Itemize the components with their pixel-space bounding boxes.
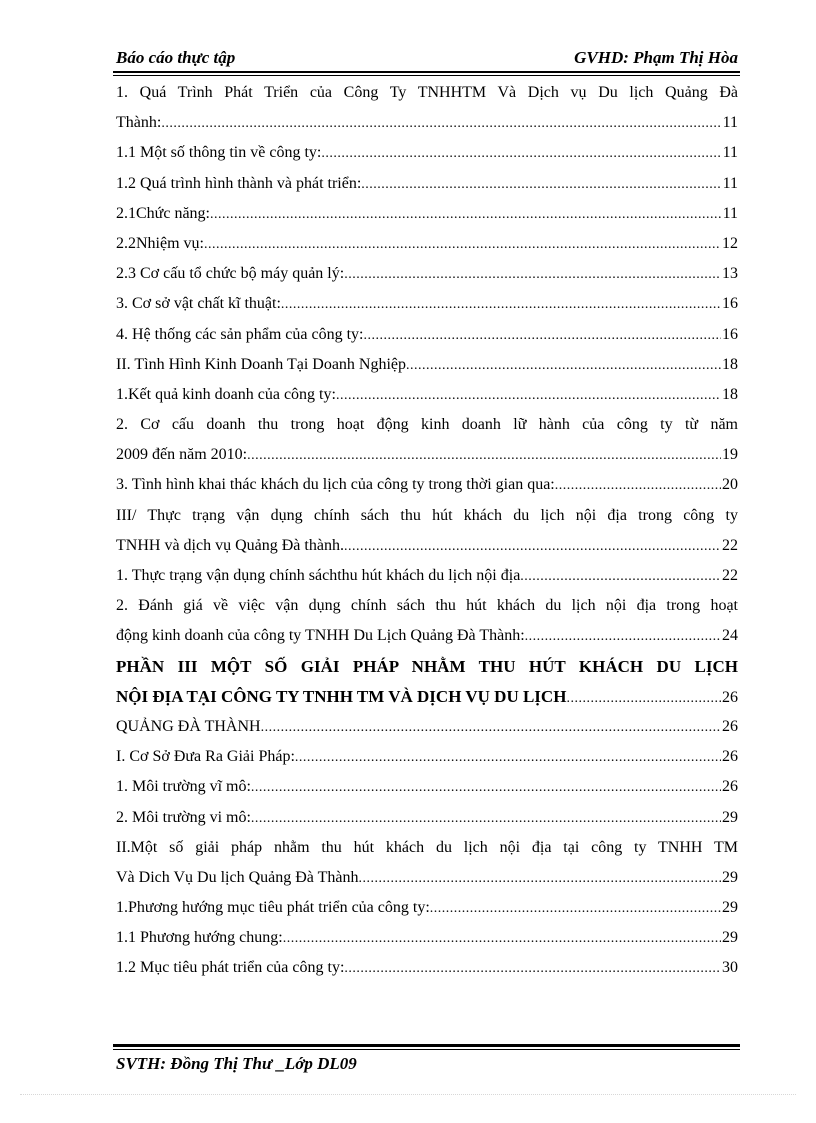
toc-entry-title: 2009 đến năm 2010: — [116, 446, 248, 464]
toc-entry[interactable] — [116, 531, 738, 561]
toc-entry-title: động kinh doanh của công ty TNHH Du Lịch Quảng Đà Thành: — [116, 627, 525, 645]
toc-entry-title: 1.1 Một số thông tin về công ty: — [116, 144, 322, 162]
footer-rule-thin — [113, 1049, 740, 1050]
toc-entry[interactable] — [116, 169, 738, 199]
toc-leader-dots — [210, 199, 722, 229]
toc-entry-title: 1.Kết quả kinh doanh của công ty: — [116, 385, 336, 403]
toc-entry[interactable] — [116, 893, 738, 923]
toc-leader-dots — [344, 953, 721, 983]
toc-entry[interactable] — [116, 259, 738, 289]
toc-entry-title: 1.2 Mục tiêu phát triển của công ty: — [116, 959, 345, 977]
header-report-title: Báo cáo thực tập — [116, 48, 236, 67]
toc-leader-dots — [281, 289, 721, 319]
toc-leader-dots — [363, 320, 721, 350]
toc-leader-dots — [344, 259, 721, 289]
toc-entry[interactable] — [116, 501, 738, 531]
toc-entry-title: 2.2Nhiệm vụ: — [116, 234, 204, 252]
toc-entry[interactable] — [116, 78, 738, 108]
toc-entry-title: 1.2 Quá trình hình thành và phát triển: — [116, 174, 362, 192]
toc-page-number: 19 — [722, 446, 738, 464]
toc-entry[interactable] — [116, 470, 738, 500]
toc-leader-dots — [566, 682, 721, 712]
toc-entry[interactable] — [116, 199, 738, 229]
toc-entry-title: TNHH và dịch vụ Quảng Đà thành. — [116, 536, 344, 554]
toc-page-number: 29 — [722, 868, 738, 886]
toc-entry-title: I. Cơ Sở Đưa Ra Giải Pháp: — [116, 748, 295, 766]
toc-entry-title: 2. Cơ cấu doanh thu trong hoạt động kinh doanh lữ hành của công ty từ năm — [116, 416, 738, 434]
toc-page-number: 16 — [722, 325, 738, 343]
toc-page-number: 26 — [722, 688, 738, 706]
toc-entry-title: 2. Môi trường vi mô: — [116, 808, 251, 826]
toc-entry-title: NỘI ĐỊA TẠI CÔNG TY TNHH TM VÀ DỊCH VỤ DU LỊCH — [116, 686, 567, 706]
toc-entry-title: 1.Phương hướng mục tiêu phát triển của công ty: — [116, 899, 430, 917]
toc-leader-dots — [525, 621, 721, 651]
toc-entry-title: 2.3 Cơ cấu tổ chức bộ máy quản lý: — [116, 265, 345, 283]
toc-entry[interactable] — [116, 652, 738, 682]
toc-entry[interactable] — [116, 289, 738, 319]
toc-page-number: 24 — [722, 627, 738, 645]
toc-entry-title: 1. Môi trường vĩ mô: — [116, 778, 251, 796]
toc-leader-dots — [406, 350, 721, 380]
toc-page-number: 26 — [722, 748, 738, 766]
toc-entry[interactable] — [116, 863, 738, 893]
toc-leader-dots — [161, 108, 721, 138]
toc-entry[interactable] — [116, 772, 738, 802]
toc-page-number: 11 — [722, 144, 738, 162]
toc-entry[interactable] — [116, 138, 738, 168]
toc-page-number: 16 — [722, 295, 738, 313]
toc-entry-title: PHẦN III MỘT SỐ GIẢI PHÁP NHẰM THU HÚT KHÁCH DU LỊCH — [116, 656, 738, 676]
toc-entry[interactable] — [116, 923, 738, 953]
toc-entry[interactable] — [116, 350, 738, 380]
footer-rule — [113, 1044, 740, 1047]
toc-entry-title: III/ Thực trạng vận dụng chính sách thu hút khách du lịch nội địa trong công ty — [116, 506, 738, 524]
toc-leader-dots — [361, 169, 721, 199]
toc-entry[interactable] — [116, 591, 738, 621]
toc-page-number: 22 — [722, 567, 738, 584]
toc-entry-title: Và Dich Vụ Du lịch Quảng Đà Thành — [116, 868, 359, 886]
toc-page-number: 18 — [722, 355, 738, 373]
toc-leader-dots — [430, 893, 721, 923]
toc-page-number: 26 — [722, 717, 738, 735]
toc-entry-title: 4. Hệ thống các sản phẩm của công ty: — [116, 325, 364, 343]
toc-entry-title: Thành: — [116, 114, 162, 132]
toc-entry-title: II. Tình Hình Kinh Doanh Tại Doanh Nghiệp — [116, 355, 407, 373]
header-rule-thin — [113, 75, 740, 76]
toc-leader-dots — [261, 712, 721, 742]
toc-page-number: 11 — [722, 204, 738, 222]
header-rule — [113, 71, 740, 73]
page-edge — [20, 1094, 796, 1095]
toc-entry-title: 3. Cơ sở vật chất kĩ thuật: — [116, 295, 281, 313]
toc-leader-dots — [321, 138, 721, 168]
toc-leader-dots — [251, 772, 721, 802]
toc-page-number: 22 — [722, 536, 738, 554]
toc-entry-title: 2.1Chức năng: — [116, 204, 210, 222]
toc-entry-title: 2. Đánh giá về việc vận dụng chính sách thu hút khách du lịch nội địa trong hoạt — [116, 597, 738, 615]
toc-entry[interactable] — [116, 410, 738, 440]
toc-page-number: 11 — [722, 114, 738, 132]
toc-page-number: 29 — [722, 929, 738, 947]
toc-leader-dots — [247, 440, 721, 470]
toc-leader-dots — [204, 229, 721, 259]
header-supervisor: GVHD: Phạm Thị Hòa — [574, 48, 738, 67]
toc-leader-dots — [555, 470, 721, 500]
toc-entry[interactable] — [116, 440, 738, 470]
toc-leader-dots — [344, 531, 721, 561]
toc-leader-dots — [520, 561, 721, 591]
toc-page-number: 20 — [722, 476, 738, 494]
toc-entry[interactable] — [116, 561, 738, 591]
toc-entry-title: 1. Thực trạng vận dụng chính sáchthu hút khách du lịch nội địa — [116, 567, 521, 584]
toc-leader-dots — [336, 380, 721, 410]
toc-leader-dots — [295, 742, 721, 772]
toc-entry-title: 1.1 Phương hướng chung: — [116, 929, 283, 947]
toc-entry[interactable] — [116, 380, 738, 410]
toc-page-number: 18 — [722, 385, 738, 403]
toc-entry-title: II.Một số giải pháp nhằm thu hút khách du lịch nội địa tại công ty TNHH TM — [116, 838, 738, 856]
toc-page-number: 30 — [722, 959, 738, 977]
toc-entry[interactable] — [116, 953, 738, 983]
toc-entry[interactable] — [116, 621, 738, 651]
toc-page-number: 13 — [722, 265, 738, 283]
toc-entry[interactable] — [116, 229, 738, 259]
toc-page-number: 26 — [722, 778, 738, 796]
toc-entry[interactable] — [116, 682, 738, 712]
toc-page-number: 29 — [722, 808, 738, 826]
toc-page-number: 29 — [722, 899, 738, 917]
toc-entry[interactable] — [116, 320, 738, 350]
toc-leader-dots — [358, 863, 721, 893]
toc-entry[interactable] — [116, 712, 738, 742]
toc-entry[interactable] — [116, 833, 738, 863]
toc-entry-title: QUẢNG ĐÀ THÀNH — [116, 717, 261, 735]
page-header — [116, 48, 738, 70]
toc-page-number: 12 — [722, 234, 738, 252]
toc-entry[interactable] — [116, 108, 738, 138]
toc-leader-dots — [251, 803, 721, 833]
toc-entry-title: 1. Quá Trình Phát Triển của Công Ty TNHHTM Và Dịch vụ Du lịch Quảng Đà — [116, 84, 738, 101]
toc-entry-title: 3. Tình hình khai thác khách du lịch của công ty trong thời gian qua: — [116, 476, 555, 494]
footer-student: SVTH: Đồng Thị Thư _Lớp DL09 — [116, 1054, 357, 1073]
toc-entry[interactable] — [116, 803, 738, 833]
toc-entry[interactable] — [116, 742, 738, 772]
toc-leader-dots — [283, 923, 721, 953]
table-of-contents — [116, 78, 738, 984]
toc-page-number: 11 — [722, 174, 738, 192]
